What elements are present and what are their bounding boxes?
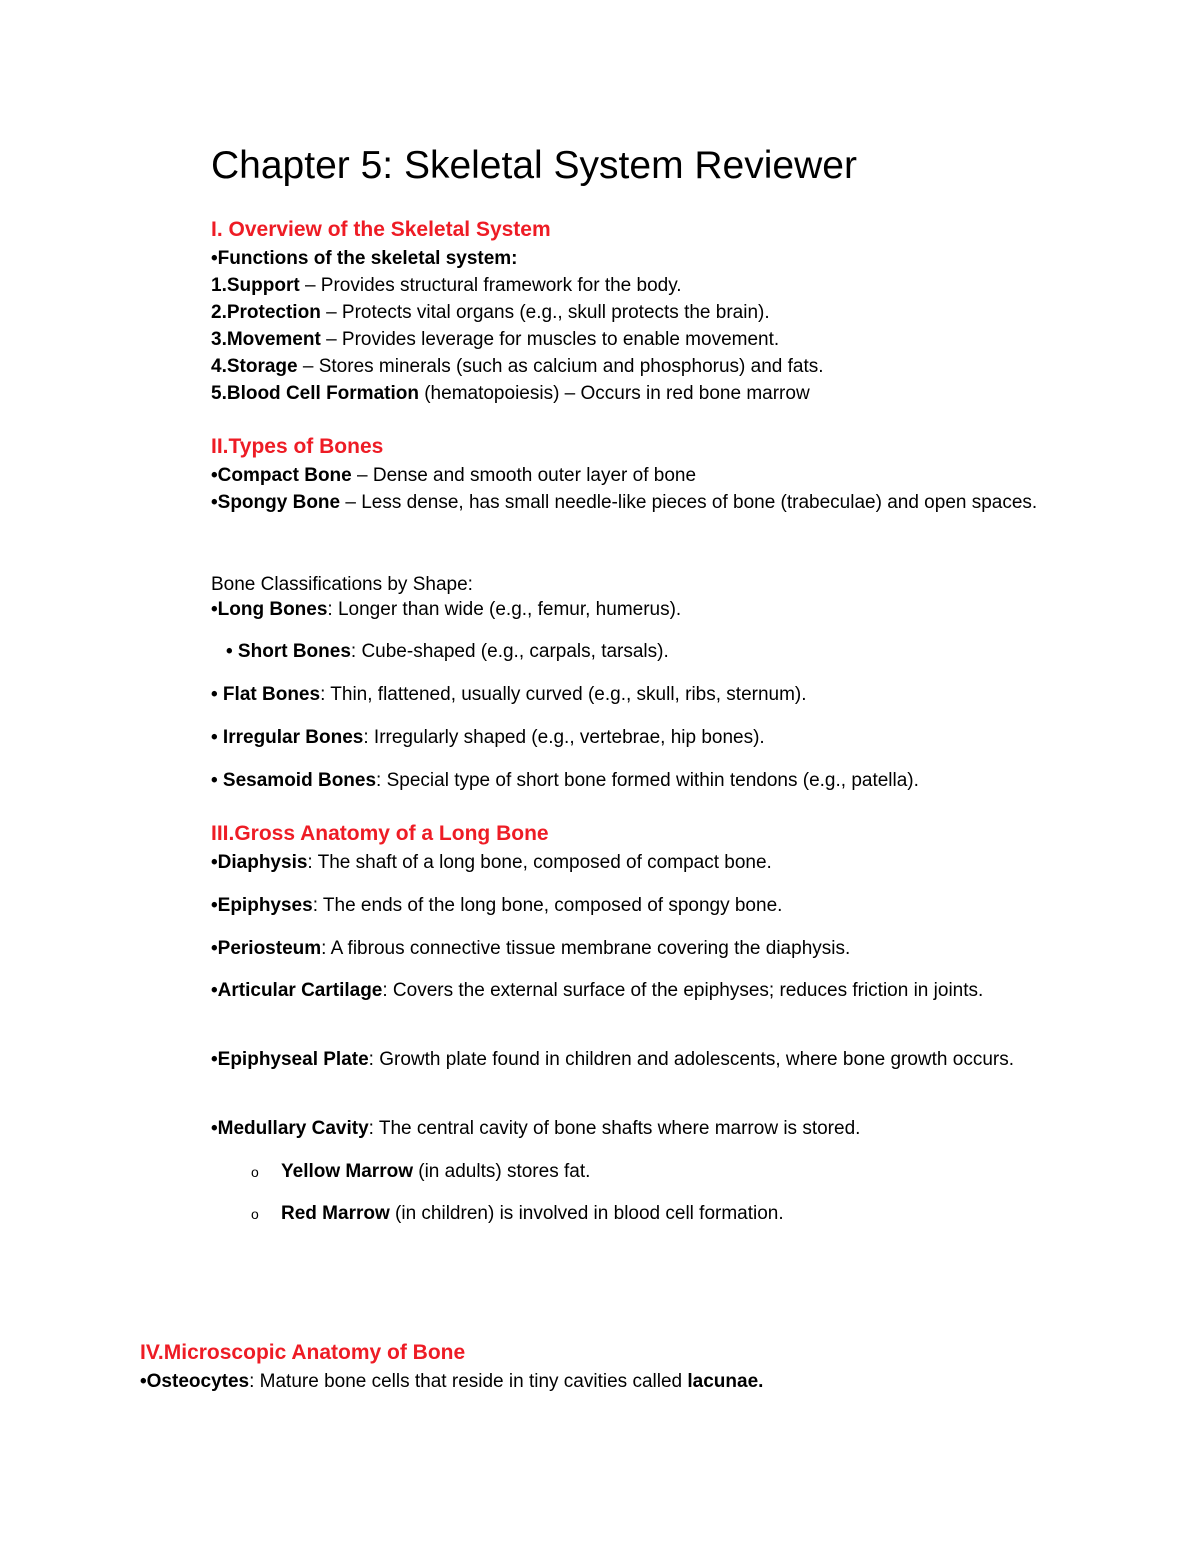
function-item: 4.Storage – Stores minerals (such as calcium and phosphorus) and fats. (211, 356, 824, 377)
anatomy-item: •Epiphyses: The ends of the long bone, composed of spongy bone. (211, 895, 783, 916)
anatomy-item: •Epiphyseal Plate: Growth plate found in children and adolescents, where bone growth occurs. (211, 1049, 1014, 1070)
marrow-item: o Yellow Marrow (in adults) stores fat. (251, 1158, 590, 1186)
bone-type-item: •Compact Bone – Dense and smooth outer layer of bone (211, 465, 697, 486)
shape-item: • Sesamoid Bones: Special type of short bone formed within tendons (e.g., patella). (211, 770, 919, 791)
section-heading-types: II.Types of Bones (211, 435, 384, 458)
function-item: 1.Support – Provides structural framework for the body. (211, 275, 682, 296)
anatomy-item: •Periosteum: A fibrous connective tissue membrane covering the diaphysis. (211, 938, 851, 959)
anatomy-item: •Articular Cartilage: Covers the external surface of the epiphyses; reduces friction in joints. (211, 980, 984, 1001)
shape-item: • Irregular Bones: Irregularly shaped (e.g., vertebrae, hip bones). (211, 727, 765, 748)
circle-bullet: o (251, 1206, 259, 1222)
marrow-item: o Red Marrow (in children) is involved in blood cell formation. (251, 1200, 784, 1228)
functions-label: •Functions of the skeletal system: (211, 248, 518, 269)
page-title: Chapter 5: Skeletal System Reviewer (211, 144, 857, 187)
function-item: 2.Protection – Protects vital organs (e.g., skull protects the brain). (211, 302, 770, 323)
function-item: 3.Movement – Provides leverage for muscles to enable movement. (211, 329, 780, 350)
shape-item: •Long Bones: Longer than wide (e.g., femur, humerus). (211, 599, 682, 620)
anatomy-item: •Diaphysis: The shaft of a long bone, composed of compact bone. (211, 852, 772, 873)
classification-label: Bone Classifications by Shape: (211, 574, 473, 595)
function-item: 5.Blood Cell Formation (hematopoiesis) – Occurs in red bone marrow (211, 383, 810, 404)
section-heading-microscopic: IV.Microscopic Anatomy of Bone (140, 1341, 466, 1364)
bone-type-item: •Spongy Bone – Less dense, has small needle-like pieces of bone (trabeculae) and open spaces. (211, 492, 1038, 513)
anatomy-item: •Medullary Cavity: The central cavity of bone shafts where marrow is stored. (211, 1118, 861, 1139)
shape-item: • Short Bones: Cube-shaped (e.g., carpals, tarsals). (226, 641, 669, 662)
microscopic-item: •Osteocytes: Mature bone cells that reside in tiny cavities called lacunae. (140, 1371, 764, 1392)
circle-bullet: o (251, 1164, 259, 1180)
section-heading-overview: I. Overview of the Skeletal System (211, 218, 551, 241)
shape-item: • Flat Bones: Thin, flattened, usually curved (e.g., skull, ribs, sternum). (211, 684, 807, 705)
section-heading-gross-anatomy: III.Gross Anatomy of a Long Bone (211, 822, 549, 845)
